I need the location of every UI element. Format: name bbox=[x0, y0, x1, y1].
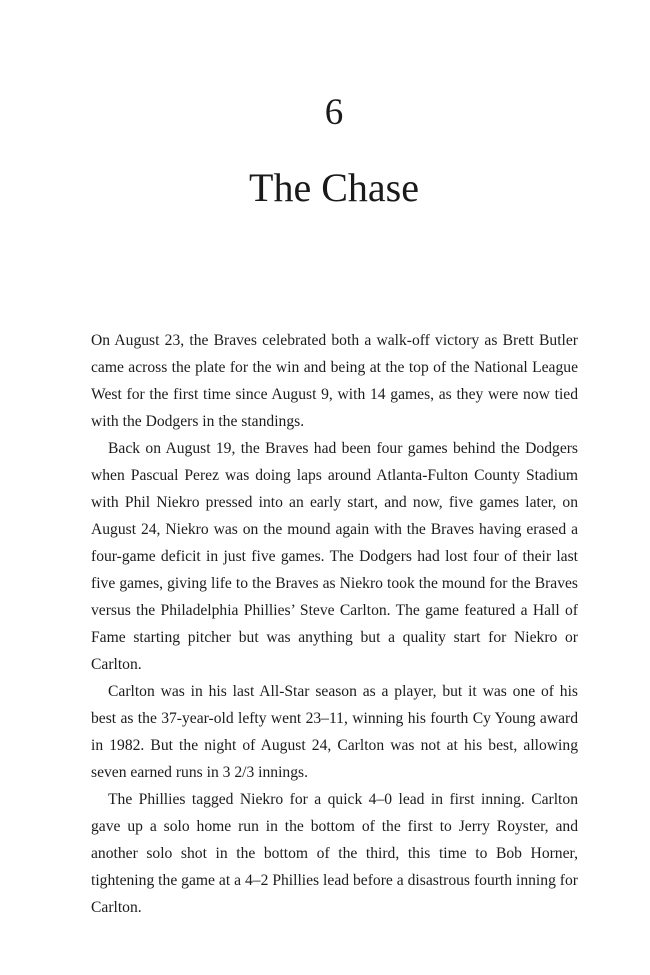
chapter-number: 6 bbox=[324, 92, 344, 133]
chapter-body bbox=[91, 327, 578, 921]
paragraph: Carlton was in his last All-Star season as a player, but it was one of his best as the 37-year-old lefty went 23–11, winning his fourth Cy Young award in 1982. But the night of August 24, Carlton was not at his best, allowing seven earned runs in 3 2/3 innings. bbox=[91, 683, 578, 781]
paragraph: On August 23, the Braves celebrated both a walk-off victory as Brett Butler came across the plate for the win and being at the top of the National League West for the first time since August 9, with 14 games, as they were now tied with the Dodgers in the standings. bbox=[91, 332, 578, 430]
chapter-title: The Chase bbox=[249, 165, 419, 210]
paragraph: The Phillies tagged Niekro for a quick 4–0 lead in first inning. Carlton gave up a solo home run in the bottom of the first to Jerry Royster, and another solo shot in the bottom of the third, this time to Bob Horner, tightening the game at a 4–2 Phillies lead before a disastrous fourth inning for Carlton. bbox=[91, 791, 578, 916]
paragraph: Back on August 19, the Braves had been four games behind the Dodgers when Pascual Perez was doing laps around Atlanta-Fulton County Stadium with Phil Niekro pressed into an early start, and now, five games later, on August 24, Niekro was on the mound again with the Braves having erased a four-game deficit in just five games. The Dodgers had lost four of their last five games, giving life to the Braves as Niekro took the mound for the Braves versus the Philadelphia Phillies’ Steve Carlton. The game featured a Hall of Fame starting pitcher but was anything but a quality start for Niekro or Carlton. bbox=[91, 440, 578, 673]
